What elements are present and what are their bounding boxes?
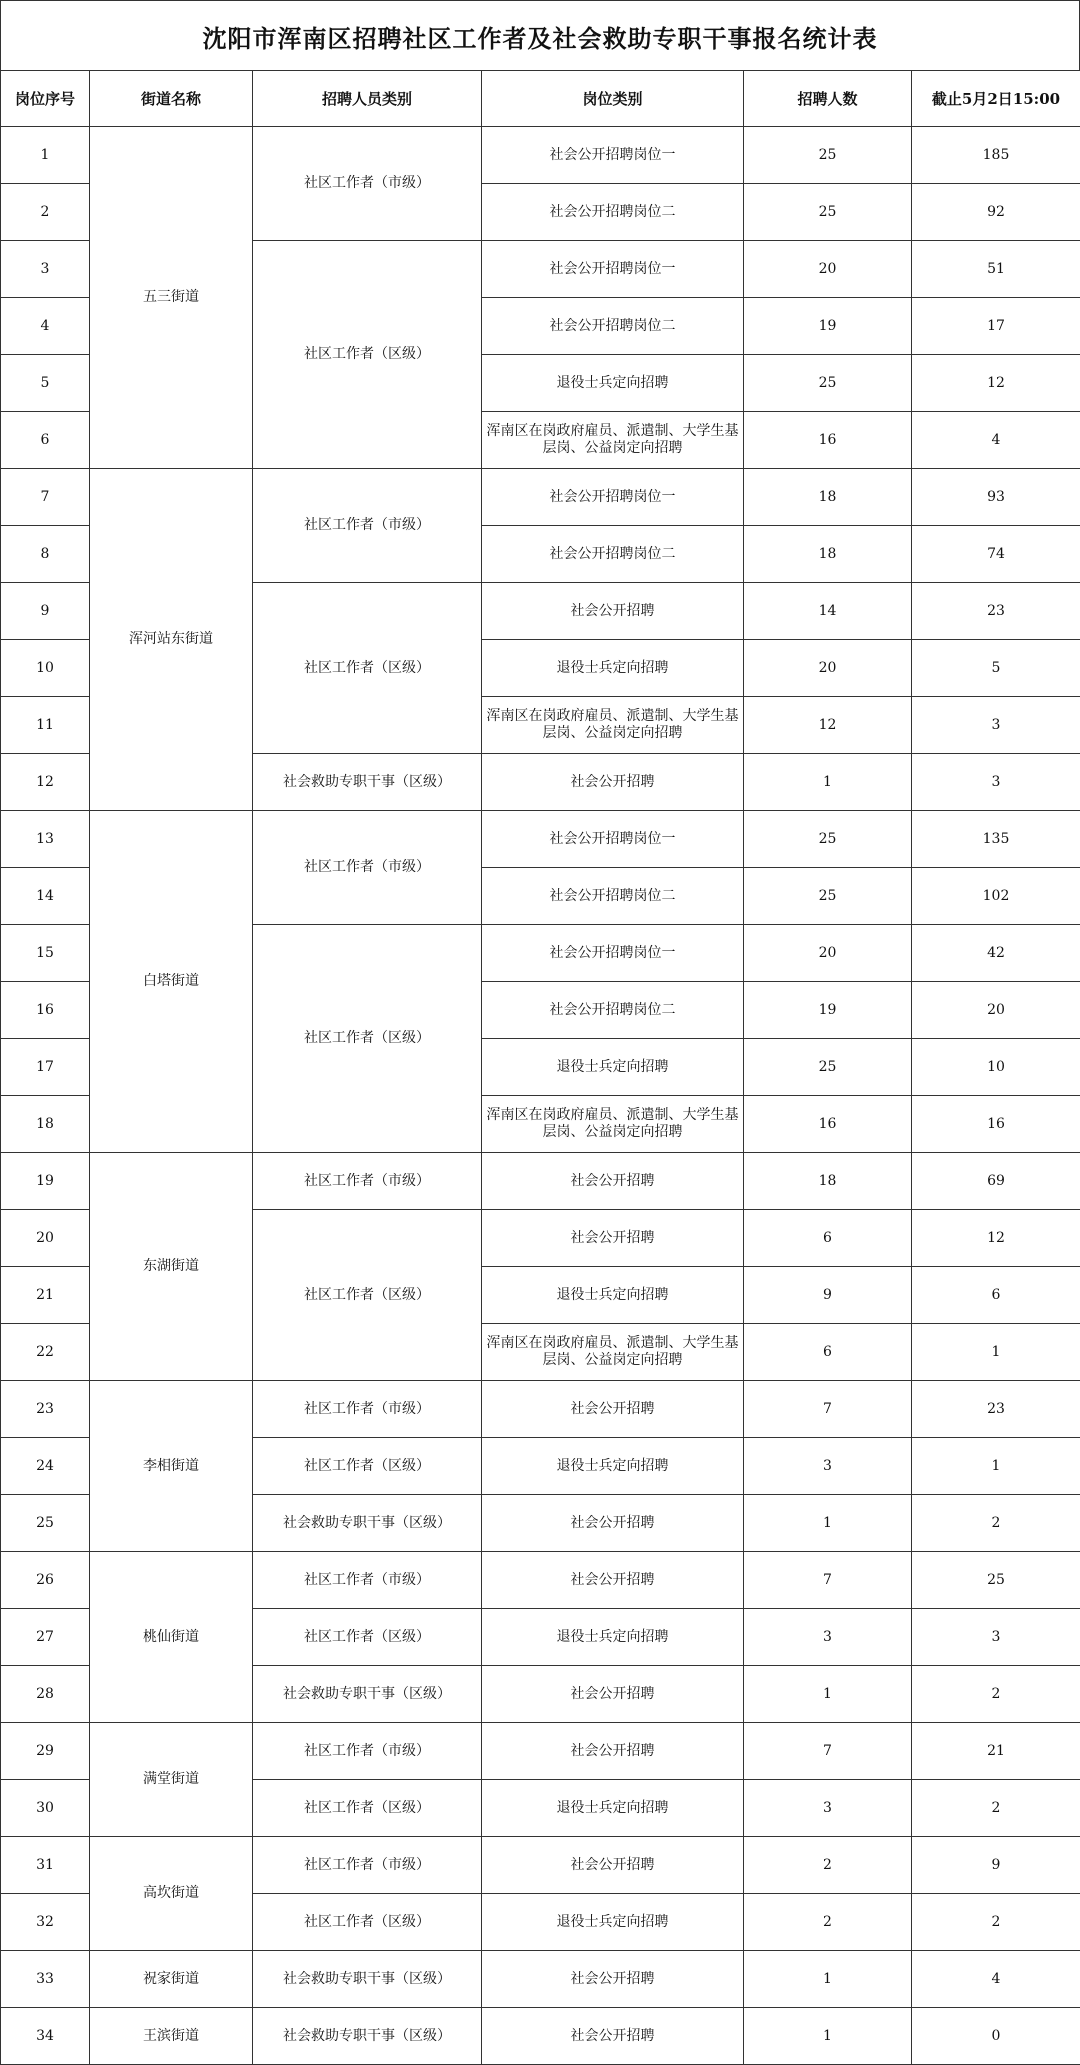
cell-position: 浑南区在岗政府雇员、派遣制、大学生基层岗、公益岗定向招聘 [482,1096,744,1153]
table-row [1,469,1080,526]
cell-quota: 6 [744,1210,912,1267]
cell-street: 桃仙街道 [90,1552,253,1723]
cell-position: 社会公开招聘岗位一 [482,469,744,526]
cell-applied: 2 [912,1894,1080,1951]
cell-applied: 17 [912,298,1080,355]
cell-category: 社区工作者（区级） [253,1438,482,1495]
cell-seq: 29 [1,1723,90,1780]
cell-street: 白塔街道 [90,811,253,1153]
cell-position: 社会公开招聘 [482,1210,744,1267]
cell-applied: 23 [912,583,1080,640]
cell-quota: 1 [744,1666,912,1723]
cell-seq: 18 [1,1096,90,1153]
page-title: 沈阳市浑南区招聘社区工作者及社会救助专职干事报名统计表 [0,0,1080,71]
cell-seq: 6 [1,412,90,469]
cell-quota: 2 [744,1894,912,1951]
table-row [1,811,1080,868]
cell-category: 社会救助专职干事（区级） [253,1495,482,1552]
cell-category: 社区工作者（区级） [253,1609,482,1666]
cell-position: 退役士兵定向招聘 [482,1039,744,1096]
cell-quota: 25 [744,355,912,412]
cell-position: 社会公开招聘 [482,754,744,811]
cell-quota: 3 [744,1780,912,1837]
cell-seq: 13 [1,811,90,868]
cell-position: 社会公开招聘 [482,1552,744,1609]
cell-quota: 7 [744,1381,912,1438]
cell-seq: 34 [1,2008,90,2065]
cell-position: 社会公开招聘岗位一 [482,241,744,298]
cell-applied: 3 [912,1609,1080,1666]
cell-street: 高坎街道 [90,1837,253,1951]
cell-seq: 26 [1,1552,90,1609]
cell-seq: 33 [1,1951,90,2008]
cell-seq: 14 [1,868,90,925]
cell-applied: 6 [912,1267,1080,1324]
cell-seq: 20 [1,1210,90,1267]
cell-category: 社区工作者（区级） [253,241,482,469]
header-street: 街道名称 [90,71,253,127]
table-row [1,1381,1080,1438]
cell-street: 满堂街道 [90,1723,253,1837]
cell-position: 退役士兵定向招聘 [482,1609,744,1666]
cell-quota: 12 [744,697,912,754]
cell-applied: 3 [912,754,1080,811]
cell-seq: 10 [1,640,90,697]
cell-applied: 2 [912,1666,1080,1723]
cell-position: 社会公开招聘 [482,1381,744,1438]
cell-category: 社区工作者（市级） [253,127,482,241]
cell-applied: 4 [912,1951,1080,2008]
cell-position: 社会公开招聘 [482,1495,744,1552]
cell-position: 浑南区在岗政府雇员、派遣制、大学生基层岗、公益岗定向招聘 [482,1324,744,1381]
cell-quota: 3 [744,1609,912,1666]
cell-applied: 16 [912,1096,1080,1153]
cell-quota: 6 [744,1324,912,1381]
cell-seq: 3 [1,241,90,298]
cell-seq: 16 [1,982,90,1039]
cell-quota: 9 [744,1267,912,1324]
header-quota: 招聘人数 [744,71,912,127]
cell-position: 退役士兵定向招聘 [482,1780,744,1837]
cell-category: 社会救助专职干事（区级） [253,754,482,811]
cell-seq: 30 [1,1780,90,1837]
cell-position: 社会公开招聘 [482,1837,744,1894]
cell-quota: 19 [744,982,912,1039]
cell-category: 社区工作者（区级） [253,1780,482,1837]
cell-quota: 25 [744,184,912,241]
cell-street: 李相街道 [90,1381,253,1552]
cell-position: 社会公开招聘 [482,1153,744,1210]
table-row [1,1153,1080,1210]
header-position: 岗位类别 [482,71,744,127]
cell-seq: 19 [1,1153,90,1210]
header-category: 招聘人员类别 [253,71,482,127]
cell-seq: 22 [1,1324,90,1381]
cell-applied: 0 [912,2008,1080,2065]
cell-quota: 25 [744,868,912,925]
cell-seq: 24 [1,1438,90,1495]
cell-quota: 25 [744,811,912,868]
header-applied: 截止5月2日15:00 [912,71,1080,127]
cell-applied: 93 [912,469,1080,526]
cell-category: 社会救助专职干事（区级） [253,1951,482,2008]
cell-seq: 32 [1,1894,90,1951]
cell-position: 浑南区在岗政府雇员、派遣制、大学生基层岗、公益岗定向招聘 [482,412,744,469]
cell-position: 社会公开招聘岗位一 [482,925,744,982]
cell-position: 社会公开招聘 [482,2008,744,2065]
cell-applied: 2 [912,1780,1080,1837]
cell-applied: 69 [912,1153,1080,1210]
cell-seq: 12 [1,754,90,811]
cell-applied: 102 [912,868,1080,925]
cell-applied: 20 [912,982,1080,1039]
cell-applied: 74 [912,526,1080,583]
cell-quota: 16 [744,1096,912,1153]
cell-applied: 1 [912,1438,1080,1495]
cell-position: 退役士兵定向招聘 [482,1267,744,1324]
cell-position: 社会公开招聘 [482,1951,744,2008]
cell-quota: 3 [744,1438,912,1495]
cell-quota: 20 [744,640,912,697]
cell-quota: 1 [744,1495,912,1552]
cell-seq: 11 [1,697,90,754]
header-row [1,71,1080,127]
cell-applied: 135 [912,811,1080,868]
table-row [1,1951,1080,2008]
cell-seq: 25 [1,1495,90,1552]
cell-applied: 9 [912,1837,1080,1894]
cell-quota: 20 [744,241,912,298]
cell-seq: 15 [1,925,90,982]
cell-position: 退役士兵定向招聘 [482,355,744,412]
cell-street: 王滨街道 [90,2008,253,2065]
table-row [1,127,1080,184]
cell-position: 社会公开招聘 [482,1666,744,1723]
cell-position: 退役士兵定向招聘 [482,640,744,697]
cell-applied: 3 [912,697,1080,754]
cell-category: 社区工作者（市级） [253,1552,482,1609]
cell-applied: 1 [912,1324,1080,1381]
cell-quota: 7 [744,1723,912,1780]
cell-position: 退役士兵定向招聘 [482,1438,744,1495]
cell-category: 社区工作者（区级） [253,1894,482,1951]
cell-category: 社区工作者（区级） [253,925,482,1153]
cell-quota: 25 [744,1039,912,1096]
cell-position: 社会公开招聘岗位二 [482,298,744,355]
cell-applied: 185 [912,127,1080,184]
cell-applied: 10 [912,1039,1080,1096]
cell-category: 社区工作者（市级） [253,811,482,925]
cell-applied: 21 [912,1723,1080,1780]
cell-quota: 20 [744,925,912,982]
cell-position: 社会公开招聘 [482,1723,744,1780]
cell-category: 社区工作者（区级） [253,1210,482,1381]
cell-seq: 28 [1,1666,90,1723]
table-row [1,1552,1080,1609]
cell-seq: 2 [1,184,90,241]
table-row [1,1723,1080,1780]
cell-position: 社会公开招聘岗位一 [482,811,744,868]
cell-applied: 4 [912,412,1080,469]
cell-applied: 42 [912,925,1080,982]
statistics-table [0,70,1080,2065]
cell-seq: 21 [1,1267,90,1324]
cell-quota: 1 [744,2008,912,2065]
cell-quota: 18 [744,469,912,526]
cell-quota: 19 [744,298,912,355]
cell-seq: 9 [1,583,90,640]
cell-applied: 12 [912,1210,1080,1267]
cell-category: 社区工作者（区级） [253,583,482,754]
cell-quota: 25 [744,127,912,184]
cell-seq: 23 [1,1381,90,1438]
cell-category: 社区工作者（市级） [253,1381,482,1438]
cell-quota: 16 [744,412,912,469]
cell-applied: 92 [912,184,1080,241]
cell-position: 社会公开招聘岗位二 [482,982,744,1039]
cell-quota: 7 [744,1552,912,1609]
cell-seq: 31 [1,1837,90,1894]
cell-applied: 25 [912,1552,1080,1609]
cell-quota: 18 [744,1153,912,1210]
cell-seq: 17 [1,1039,90,1096]
cell-street: 浑河站东街道 [90,469,253,811]
header-seq: 岗位序号 [1,71,90,127]
cell-quota: 1 [744,1951,912,2008]
cell-street: 祝家街道 [90,1951,253,2008]
cell-street: 东湖街道 [90,1153,253,1381]
cell-seq: 4 [1,298,90,355]
cell-quota: 14 [744,583,912,640]
cell-seq: 7 [1,469,90,526]
cell-category: 社区工作者（市级） [253,469,482,583]
cell-seq: 27 [1,1609,90,1666]
cell-position: 浑南区在岗政府雇员、派遣制、大学生基层岗、公益岗定向招聘 [482,697,744,754]
cell-quota: 1 [744,754,912,811]
cell-category: 社区工作者（市级） [253,1723,482,1780]
table-row [1,1837,1080,1894]
cell-position: 社会公开招聘岗位一 [482,127,744,184]
cell-street: 五三街道 [90,127,253,469]
cell-applied: 51 [912,241,1080,298]
cell-applied: 2 [912,1495,1080,1552]
cell-position: 退役士兵定向招聘 [482,1894,744,1951]
table-row [1,2008,1080,2065]
cell-position: 社会公开招聘岗位二 [482,526,744,583]
cell-seq: 5 [1,355,90,412]
cell-category: 社会救助专职干事（区级） [253,1666,482,1723]
cell-quota: 2 [744,1837,912,1894]
cell-seq: 1 [1,127,90,184]
cell-position: 社会公开招聘岗位二 [482,184,744,241]
cell-applied: 12 [912,355,1080,412]
cell-applied: 5 [912,640,1080,697]
cell-category: 社区工作者（市级） [253,1837,482,1894]
cell-category: 社会救助专职干事（区级） [253,2008,482,2065]
cell-quota: 18 [744,526,912,583]
cell-position: 社会公开招聘岗位二 [482,868,744,925]
cell-seq: 8 [1,526,90,583]
cell-category: 社区工作者（市级） [253,1153,482,1210]
cell-applied: 23 [912,1381,1080,1438]
cell-position: 社会公开招聘 [482,583,744,640]
